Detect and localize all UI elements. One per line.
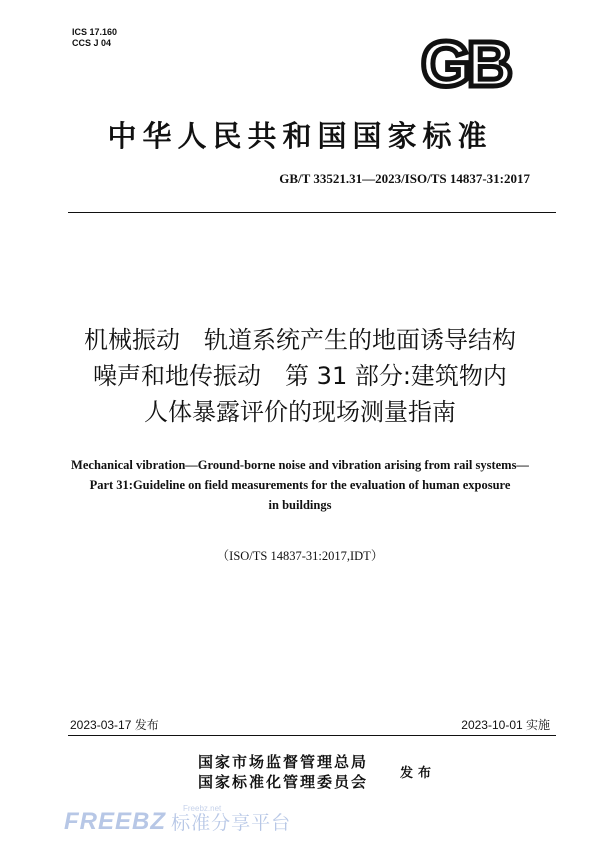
english-title-line-2: Part 31:Guideline on field measurements for the evaluation of human exposure [89,478,511,492]
publish-label: 发布 [400,766,437,781]
english-title [0,455,600,515]
issuing-authorities [198,752,368,792]
equivalence-note: （ISO/TS 14837-31:2017,IDT） [216,549,384,563]
english-title-line-3: in buildings [268,498,332,512]
issuer-samr: 国家市场监督管理总局 [198,753,369,771]
footer-divider [68,735,556,736]
gb-logo-text: GB [421,36,509,92]
classification-codes [72,27,117,49]
watermark-url: Freebz.net [183,804,222,813]
national-standard-title: 中华人民共和国国家标准 [107,119,493,153]
ics-code: ICS 17.160 [72,27,118,37]
ccs-code: CCS J 04 [72,38,112,48]
chinese-title [0,322,600,430]
watermark [64,808,291,838]
issuer-sac: 国家标准化管理委员会 [198,773,369,791]
chinese-title-line-1: 机械振动 轨道系统产生的地面诱导结构 [84,326,516,354]
gb-logo [406,36,524,92]
chinese-title-line-3: 人体暴露评价的现场测量指南 [144,398,456,426]
english-title-line-1: Mechanical vibration—Ground-borne noise and vibration arising from rail systems— [71,458,529,472]
header-divider [68,212,556,213]
chinese-title-line-2: 噪声和地传振动 第 31 部分:建筑物内 [93,362,507,390]
standard-number: GB/T 33521.31—2023/ISO/TS 14837-31:2017 [279,171,530,186]
implementation-date: 2023-10-01 实施 [461,718,550,732]
watermark-tagline: 标准分享平台 [171,812,292,834]
watermark-logo: FREEBZ [64,808,166,835]
publish-date: 2023-03-17 发布 [70,718,159,732]
